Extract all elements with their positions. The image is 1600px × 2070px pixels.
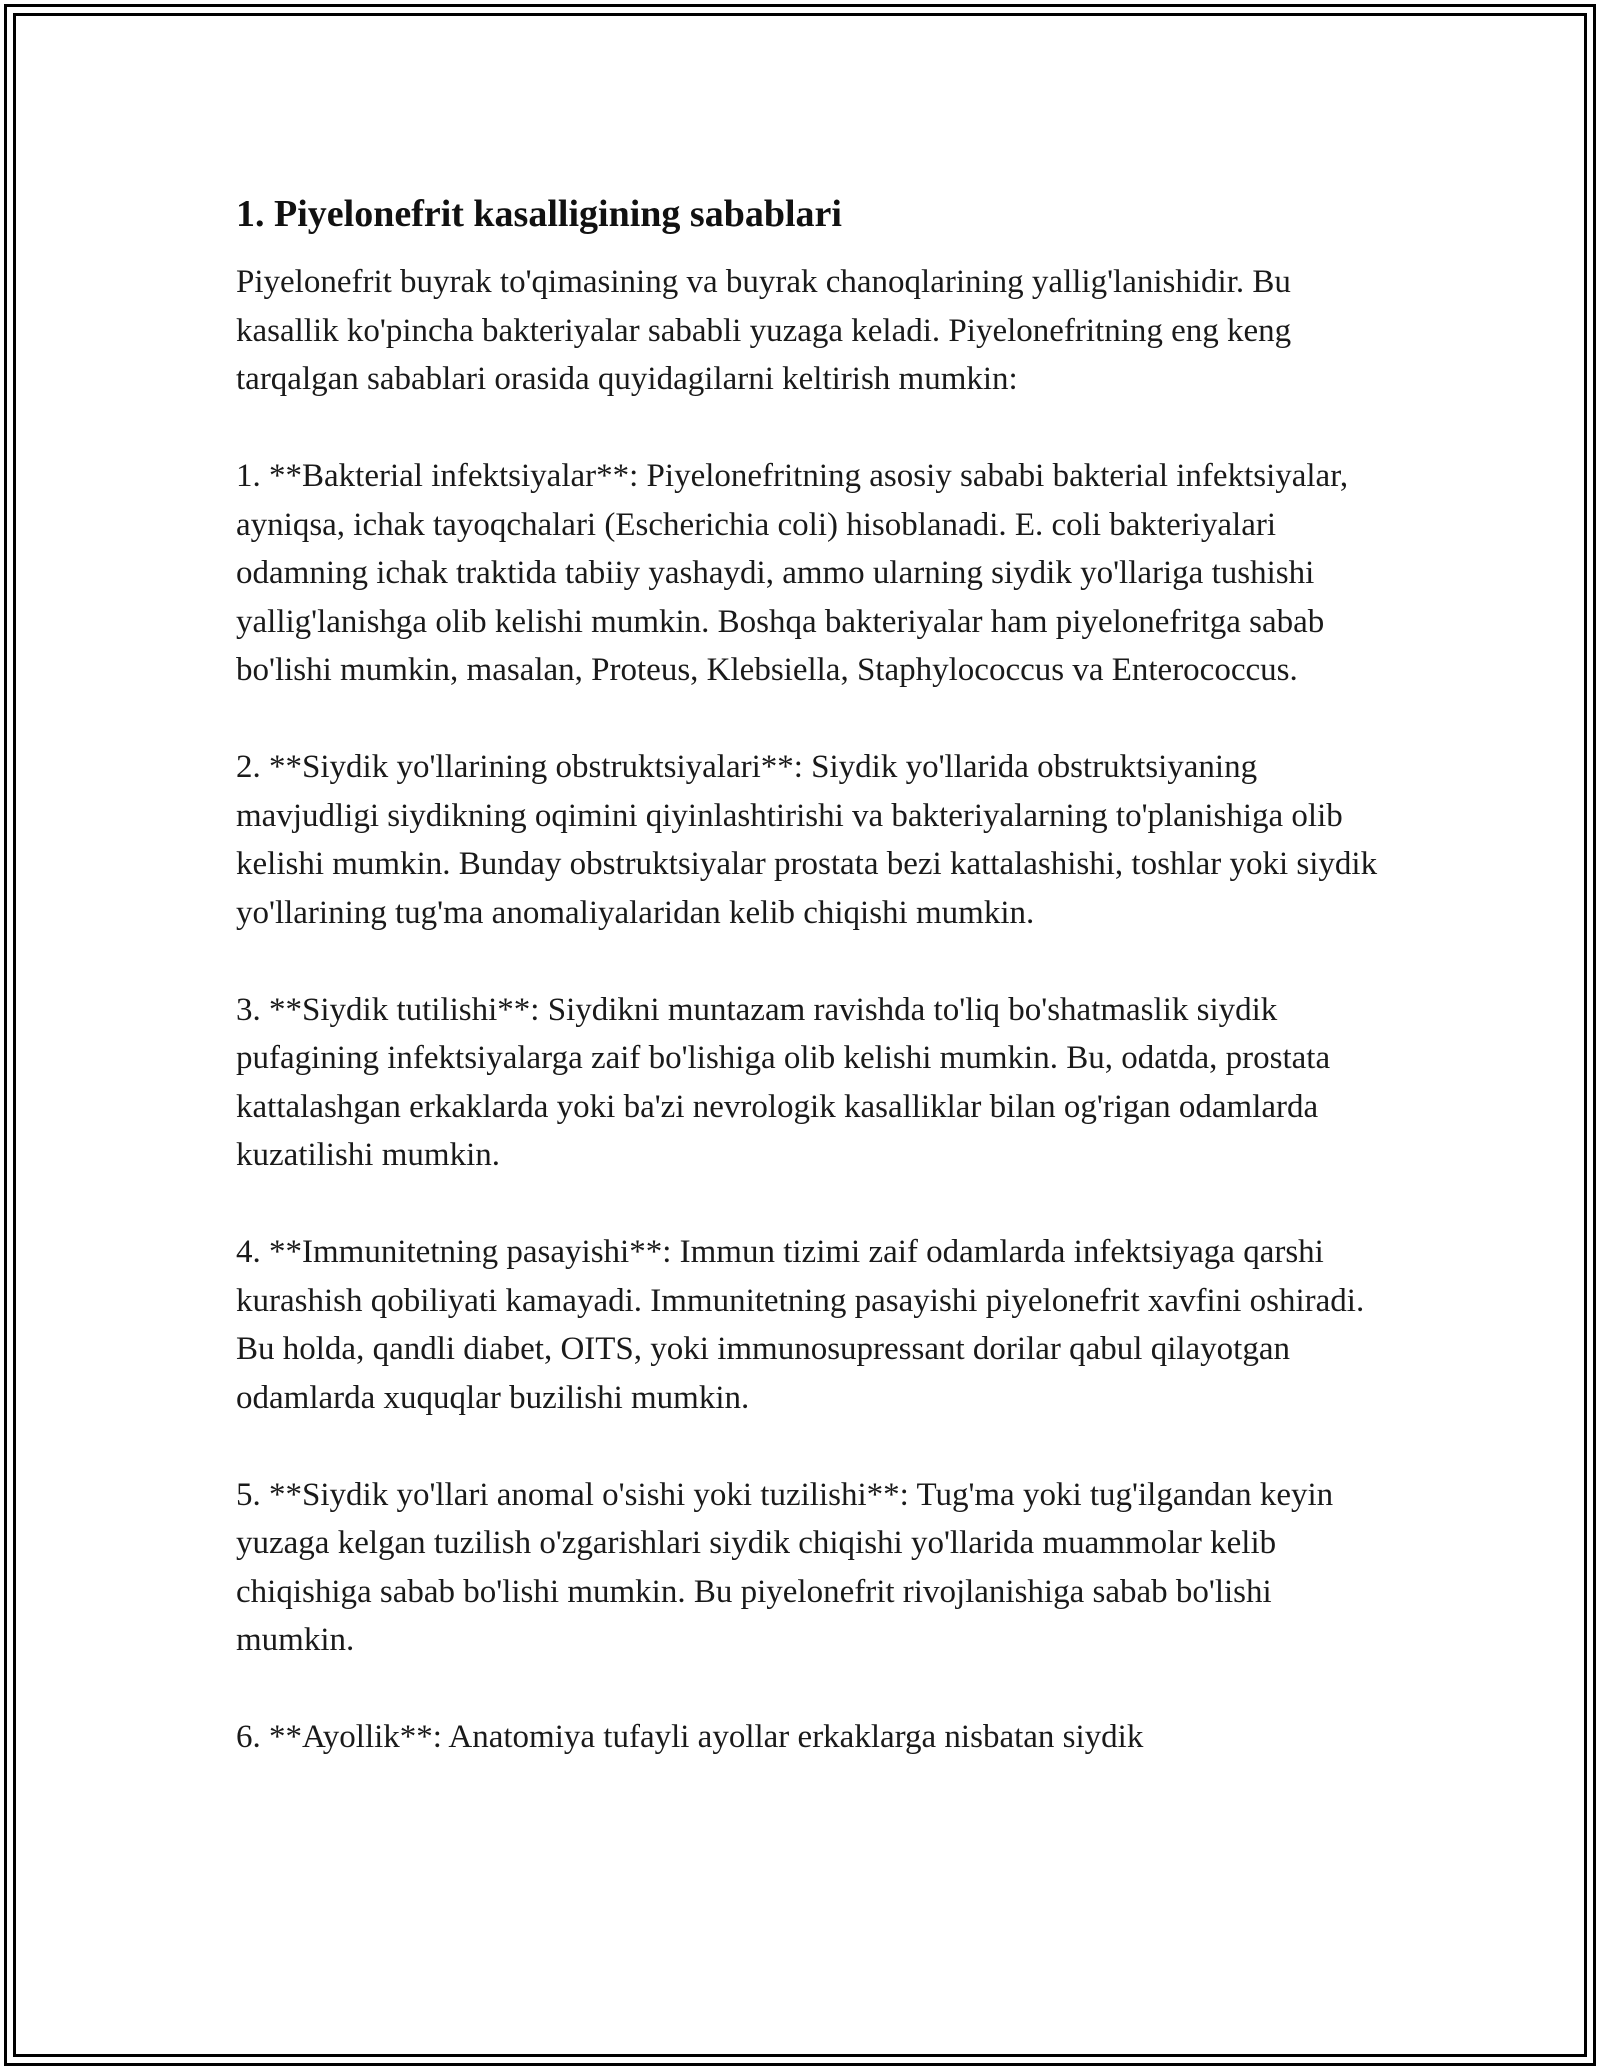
cause-reduced-immunity-paragraph: 4. **Immunitetning pasayishi**: Immun tizimi zaif odamlarda infektsiyaga qarshi kurashish qobiliyati kamayadi. Immunitetning pasayishi piyelonefrit xavfini oshiradi. Bu holda, qandli diabet, OITS, yoki immunosupressant dorilar qabul qilayotgan odamlarda xuquqlar buzilishi mumkin. — [236, 1234, 1365, 1416]
document-body — [236, 190, 1386, 1762]
cause-urinary-retention-paragraph: 3. **Siydik tutilishi**: Siydikni muntazam ravishda to'liq bo'shatmaslik siydik pufagining infektsiyalarga zaif bo'lishiga olib kelishi mumkin. Bu, odatda, prostata kattalashgan erkaklarda yoki ba'zi nevrologik kasalliklar bilan og'rigan odamlarda kuzatilishi mumkin. — [236, 991, 1331, 1173]
section-heading: 1. Piyelonefrit kasalligining sabablari — [236, 193, 842, 235]
cause-bacterial-infections-paragraph: 1. **Bakterial infektsiyalar**: Piyelonefritning asosiy sababi bakterial infektsiyalar, ayniqsa, ichak tayoqchalari (Escherichia coli) hisoblanadi. E. coli bakteriyalari odamning ichak traktida tabiiy yashaydi, ammo ularning siydik yo'llariga tushishi yallig'lanishga olib kelishi mumkin. Boshqa bakteriyalar ham piyelonefritga sabab bo'lishi mumkin, masalan, Proteus, Klebsiella, Staphylococcus va Enterococcus. — [236, 458, 1349, 688]
cause-urinary-tract-anomaly-paragraph: 5. **Siydik yo'llari anomal o'sishi yoki tuzilishi**: Tug'ma yoki tug'ilgandan keyin yuzaga kelgan tuzilish o'zgarishlari siydik chiqishi yo'llarida muammolar kelib chiqishiga sabab bo'lishi mumkin. Bu piyelonefrit rivojlanishiga sabab bo'lishi mumkin. — [236, 1476, 1334, 1658]
cause-female-sex-paragraph: 6. **Ayollik**: Anatomiya tufayli ayollar erkaklarga nisbatan siydik — [236, 1719, 1144, 1755]
intro-paragraph: Piyelonefrit buyrak to'qimasining va buyrak chanoqlarining yallig'lanishidir. Bu kasallik ko'pincha bakteriyalar sababli yuzaga keladi. Piyelonefritning eng keng tarqalgan sabablari orasida quyidagilarni keltirish mumkin: — [236, 264, 1292, 397]
cause-urinary-obstruction-paragraph: 2. **Siydik yo'llarining obstruktsiyalari**: Siydik yo'llarida obstruktsiyaning mavjudligi siydikning oqimini qiyinlashtirishi va bakteriyalarning to'planishiga olib kelishi mumkin. Bunday obstruktsiyalar prostata bezi kattalashishi, toshlar yoki siydik yo'llarining tug'ma anomaliyalaridan kelib chiqishi mumkin. — [236, 749, 1378, 931]
